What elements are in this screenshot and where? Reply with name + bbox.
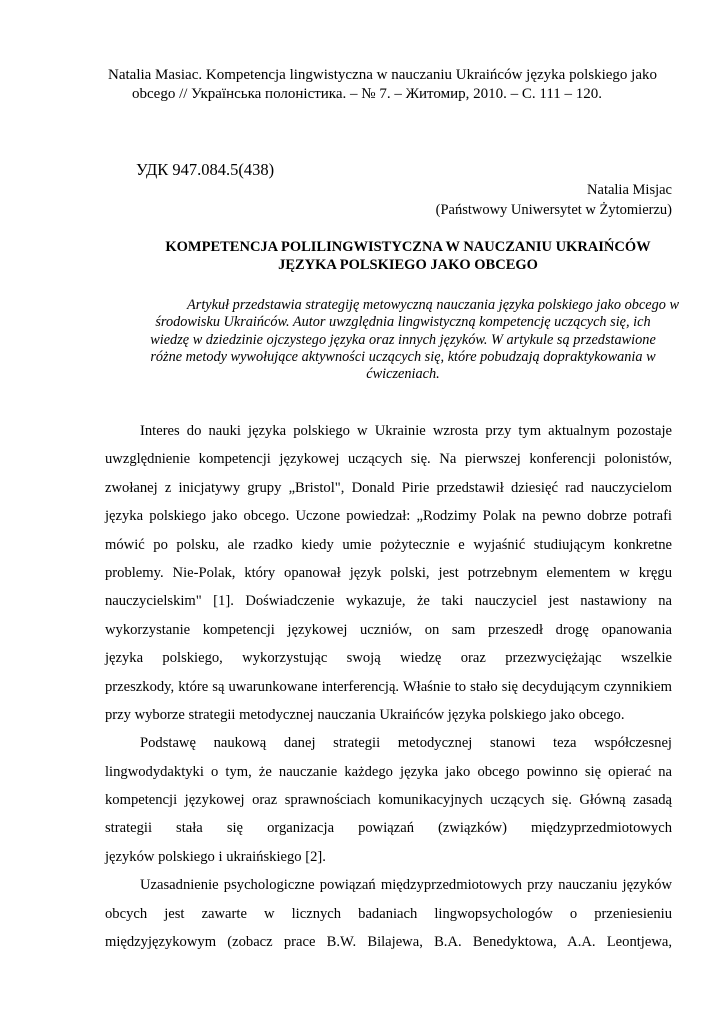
body-line: mówić po polsku, ale rzadko kiedy umie pożytecznie e wyjaśnić studiującym konkretne [105,536,672,553]
title-line-2: JĘZYKA POLSKIEGO JAKO OBCEGO [278,257,538,273]
body-line: nauczycielskim" [1]. Doświadczenie wykazuje, że taki nauczyciel jest nastawiony na [105,593,672,610]
body-line: Podstawę naukową danej strategii metodycznej stanowi teza współczesnej [140,735,672,752]
body-line: przeszkody, które są uwarunkowane interferencją. Właśnie to stało się decydującym czynnikiem [105,678,672,695]
body-line: zwołanej z inicjatywy grupy „Bristol", Donald Pirie przedstawił dziesięć rad nauczycielom [105,479,672,496]
body-line: obcych jest zawarte w licznych badaniach lingwopsychologów o przeniesieniu [105,905,672,922]
abstract-line: środowisku Ukraińców. Autor uwzględnia lingwistyczną kompetencję uczących się, ich [155,314,651,331]
abstract [108,297,698,383]
body-line: międzyjęzykowym (zobacz prace B.W. Bilajewa, B.A. Benedyktowa, A.A. Leontjewa, [105,934,672,951]
body-line: uwzględnienie kompetencji językowej uczących się. Na pierwszej konferencji polonistów, [105,451,672,468]
body-line: języka polskiego, wykorzystując swoją wiedzę oraz przezwyciężając wszelkie [105,650,672,667]
citation-line-2: obcego // Українська полоністика. – № 7. – Житомир, 2010. – С. 111 – 120. [132,86,603,102]
body-line: przy wyborze strategii metodycznej nauczania Ukraińców języka polskiego jako obcego. [105,706,625,723]
author-block [436,180,672,220]
citation-line-1: Natalia Masiac. Kompetencja lingwistyczna w nauczaniu Ukraińców języka polskiego jako [108,67,657,83]
author-name: Natalia Misjac [587,182,672,198]
author-affiliation: (Państwowy Uniwersytet w Żytomierzu) [435,202,672,218]
udk-code: УДК 947.084.5(438) [136,160,275,179]
abstract-line: ćwiczeniach. [366,366,440,383]
body-text [105,417,672,956]
body-line: języków polskiego i ukraińskiego [2]. [105,848,326,865]
citation [108,66,668,104]
abstract-line: wiedzę w dziedzinie ojczystego języka oraz innych języków. W artykule są przedstawione [150,331,656,348]
body-line: kompetencji językowej oraz sprawnościach komunikacyjnych uczących się. Główną zasadą [105,792,672,809]
body-line: Uzasadnienie psychologiczne powiązań międzyprzedmiotowych przy nauczaniu języków [140,877,672,894]
body-line: lingwodydaktyki o tym, że nauczanie każdego języka jako obcego powinno się opierać na [105,763,672,780]
body-line: problemy. Nie-Polak, który opanował język polski, jest potrzebnym elementem w kręgu [105,564,672,581]
abstract-line: różne metody wywołujące aktywności uczących się, które pobudzają dopraktykowania w [150,348,656,365]
body-line: wykorzystanie kompetencji językowej uczniów, on sam przeszedł drogę opanowania [105,621,672,638]
body-line: języka polskiego jako obcego. Uczone powiedzał: „Rodzimy Polak na pewno dobrze potrafi [105,508,672,525]
body-line: strategii stała się organizacja powiązań (związków) międzyprzedmiotowych [105,820,672,837]
abstract-line: Artykuł przedstawia strategiję metowyczną nauczania języka polskiego jako obcego w [187,297,679,313]
title-line-1: KOMPETENCJA POLILINGWISTYCZNA W NAUCZANIU UKRAIŃCÓW [165,239,651,255]
article-title [108,238,668,274]
body-line: Interes do nauki języka polskiego w Ukrainie wzrosta przy tym aktualnym pozostaje [140,423,672,439]
